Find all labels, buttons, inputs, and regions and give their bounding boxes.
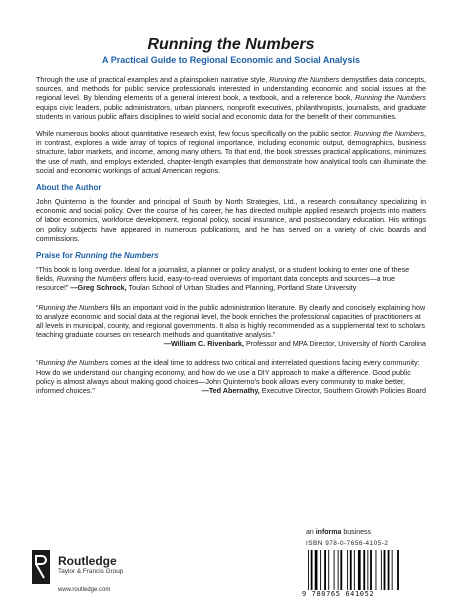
- informa-business: an informa business: [306, 529, 371, 536]
- publisher-logo: [32, 550, 162, 586]
- praise-quote-1: “This book is long overdue. Ideal for a journalist, a planner or policy analyst, or a student looking to enter one of these fields, Running the Numbers offers lucid, easy-to-read overviews of important data concepts and sources—a true resource!” —Greg Schrock, Toulan School of Urban Studies and Planning, Portland State University: [36, 265, 410, 293]
- publisher-name: Routledge: [58, 554, 117, 568]
- praise-heading: Praise for Running the Numbers: [36, 251, 159, 261]
- about-heading: About the Author: [36, 183, 102, 193]
- barcode-number: 9 780765 641052: [302, 590, 375, 598]
- publisher-group: Taylor & Francis Group: [58, 568, 124, 575]
- publisher-url: www.routledge.com: [58, 587, 111, 593]
- praise-quote-3: “Running the Numbers comes at the ideal time to address two critical and interrelated questions facing every community: How do we understand our changing economy, and how do we use a DIY approach to make a difference. Good public policy is almost always about making good choices—John Quinterno’s book allows every community to make better, informed choices.” —Ted Abernathy, Executive Director, Southern Growth Policies Board: [36, 358, 426, 396]
- praise-quote-2: “Running the Numbers fills an important void in the public administration literature. By clearly and concisely explaining how to analyze economic and social data at the regional level, the book enriches the professional capacities of practitioners at all levels in municipal, county, and regional governments. It also is highly recommended as a supplemental text to scholars teaching graduate courses on research methods and quantitative analysis.” —William C. Rivenbark, Professor and MPA Director, University of North Carolina: [36, 302, 426, 349]
- routledge-logo-icon: [32, 550, 50, 584]
- book-subtitle: A Practical Guide to Regional Economic and Social Analysis: [102, 55, 360, 65]
- book-title: Running the Numbers: [147, 36, 315, 53]
- isbn-text: ISBN 978-0-7656-4105-2: [306, 540, 389, 547]
- about-text: John Quinterno is the founder and principal of South by North Strategies, Ltd., a research consultancy specializing in economic and social policy. Over the course of his career, he has directed multiple applied research projects into matters of labor economics, workforce development, regional policy, social insurance, and postsecondary education. His writings on policy subjects have appeared in numerous publications, and he has served on a variety of civic boards and commissions.: [36, 197, 426, 243]
- cover-footer: [0, 510, 460, 600]
- description-paragraph-1: Through the use of practical examples and a plainspoken narrative style, Running the Numbers demystifies data concepts, sources, and methods for public service professionals interested in understanding economic and social issues at the regional level. By blending elements of a general interest book, a textbook, and a reference book, Running the Numbers equips civic leaders, public administrators, urban planners, nonprofit executives, philanthropists, journalists, and graduate students in various public affairs disciplines to wield social and economic data for the benefit of their communities.: [36, 75, 426, 121]
- back-cover: [36, 36, 426, 405]
- description-paragraph-2: While numerous books about quantitative research exist, few focus specifically on the public sector. Running the Numbers, in contrast, explores a wide array of topics of regional importance, including economic output, demographics, business structure, labor markets, and income, among many others. To that end, the book stresses practical applications, minimizes the use of math, and employs extended, chapter-length examples that demonstrate how analytical tools can illuminate the social and economic workings of actual American regions.: [36, 129, 426, 175]
- barcode-icon: [306, 550, 428, 590]
